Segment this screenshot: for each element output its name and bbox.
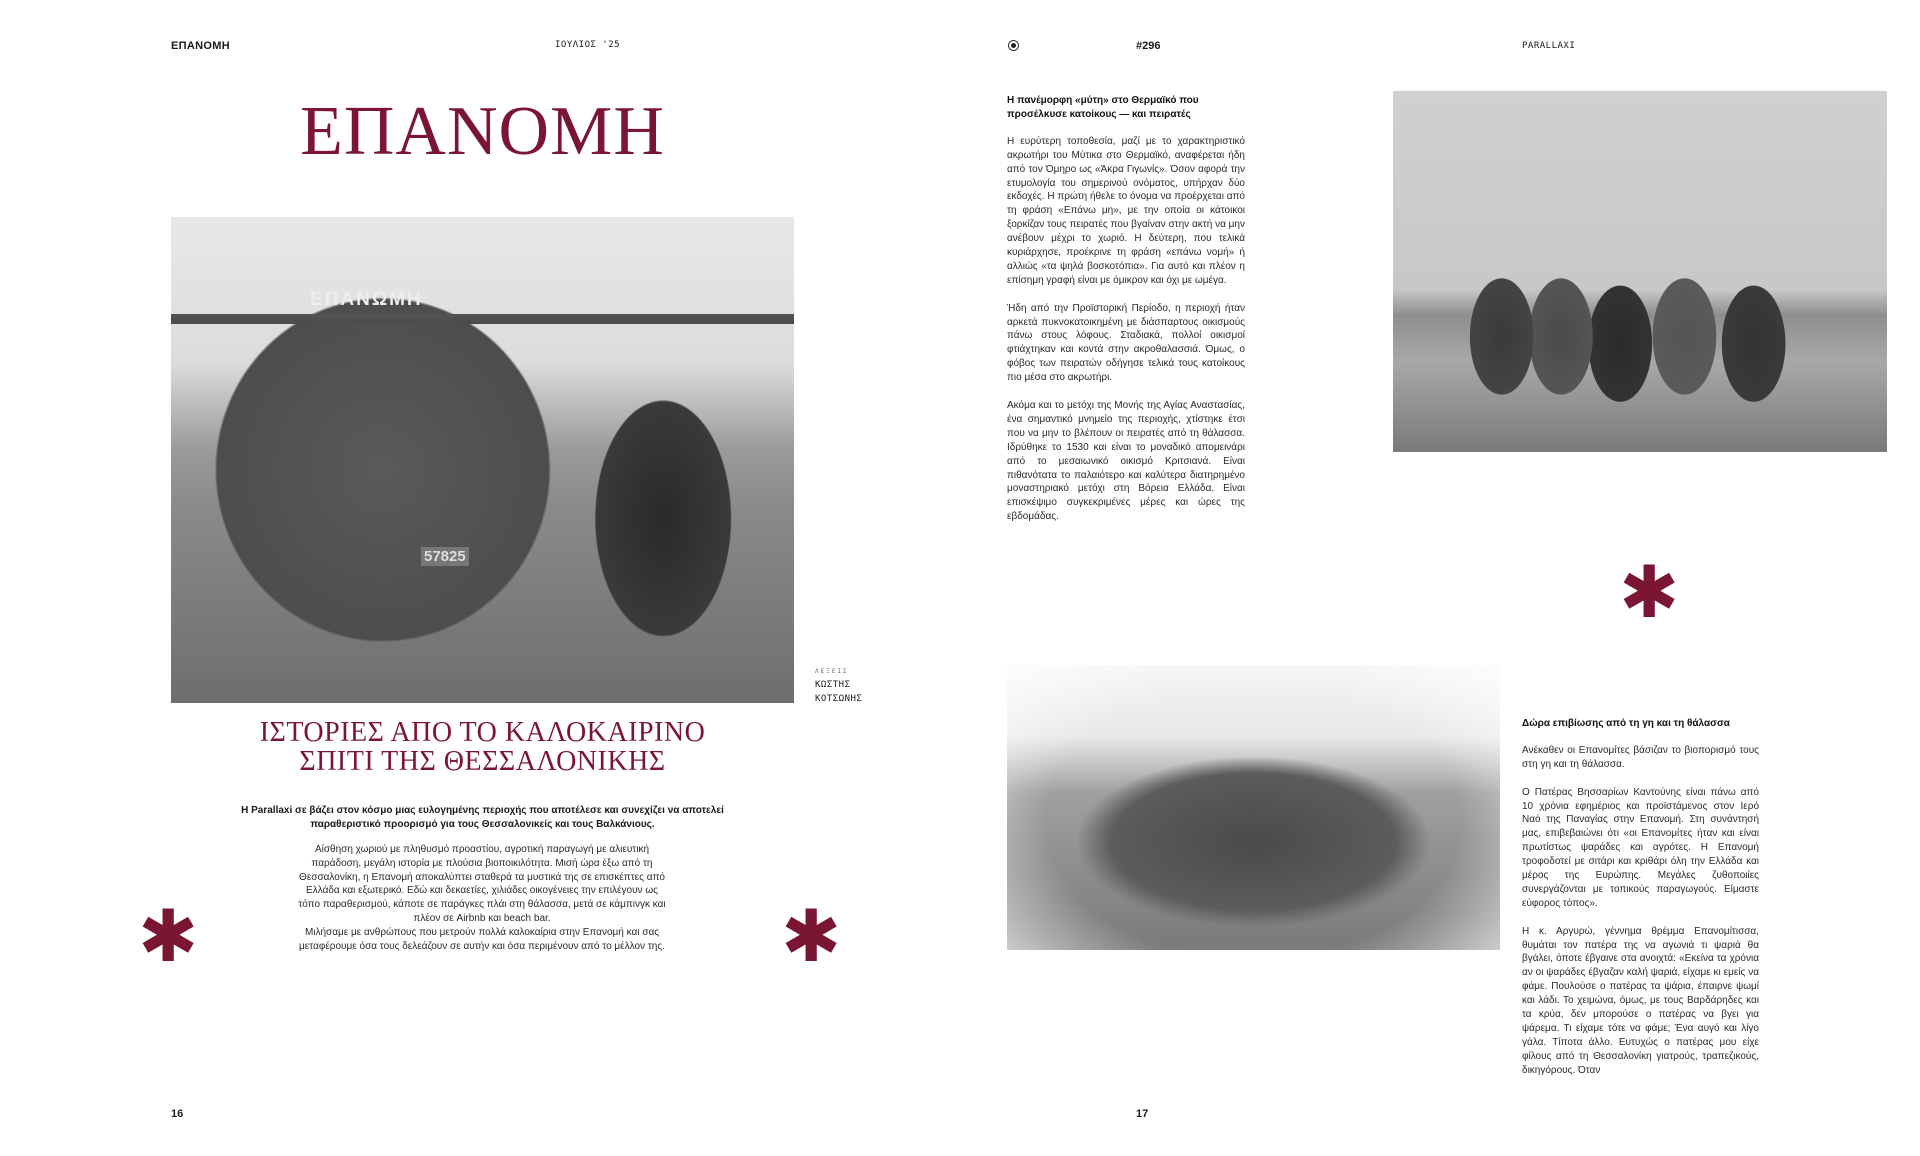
photo-bus [171, 217, 794, 703]
section-heading: Η πανέμορφη «μύτη» στο Θερμαϊκό που προσέλκυσε κατοίκους — και πειρατές [1007, 95, 1199, 120]
running-header-date: ΙΟΥΛΙΟΣ '25 [555, 40, 621, 50]
page-number-right: 17 [1136, 1108, 1149, 1120]
asterisk-icon: ✱ [138, 894, 199, 978]
intro-paragraph: Μιλήσαμε με ανθρώπους που μετρούν πολλά καλοκαίρια στην Επανομή και σας μεταφέρουμε όσα τους δελεάζουν σε αυτήν και όσα περιμένουν από το μέλλον της. [299, 926, 665, 952]
running-header-section: ΕΠΑΝΟΜΗ [171, 40, 230, 52]
subtitle-line-1: ΙΣΤΟΡΙΕΣ ΑΠΟ ΤΟ ΚΑΛΟΚΑΙΡΙΝΟ [259, 717, 706, 748]
article-subtitle [171, 718, 794, 776]
article-intro [296, 843, 668, 953]
running-header-brand: PARALLAXI [1522, 41, 1576, 51]
body-paragraph: Η ευρύτερη τοποθεσία, μαζί με το χαρακτηριστικό ακρωτήρι του Μύτικα στο Θερμαϊκό, αναφέρεται ήδη από τον Όμηρο ως «Άκρα Γιγωνίς». Όσον αφορά την ετυμολογία του σημερινού ονόματος, υπήρχαν δύο εκδοχές. Η πρώτη ήθελε το όνομα να προέρχεται από τη φράση «Επάνω μη», με την οποία οι κάτοικοι ξορκίζαν τους πειρατές που βγαίναν στην ακτή να μην ανέβουν μέχρι το χωριό. Η δεύτερη, που τελικά κυριάρχησε, προέκρινε τη φράση «επάνω νομή» ή αλλιώς «τα ψηλά βοσκοτόπια». Για αυτό και πλέον η επίσημη γραφή είναι με όμικρον και όχι με ωμέγα. [1007, 135, 1245, 286]
target-icon [1008, 40, 1019, 51]
byline-label: ΛΕΞΕΙΣ [815, 668, 849, 675]
body-paragraph: Ακόμα και το μετόχι της Μονής της Αγίας Αναστασίας, ένα σημαντικό μνημείο της περιοχής, χτίστηκε έτσι που να μην το βλέπουν οι πειρατές από τη θάλασσα. Ιδρύθηκε το 1530 και είναι το μοναδικό απομεινάρι από το μεσαιωνικό οικισμό Κριτσιανά. Είναι πιθανότατα το παλαιότερο και καλύτερα διατηρημένο μοναστηριακό μετόχι στη Βόρεια Ελλάδα. Είναι επισκέψιμο συγκεκριμένες μέρες και ώρες της εβδομάδας. [1007, 400, 1245, 523]
asterisk-icon: ✱ [1619, 550, 1680, 634]
body-paragraph: Η κ. Αργυρώ, γέννημα θρέμμα Επανομίτισσα, θυμάται τον πατέρα της να αγωνιά τι ψαριά θα βγάλει, όποτε έβγαινε στα ανοιχτά: «Εκείνα τα χρόνια αν οι ψαράδες έβγαζαν καλή ψαριά, είχαμε κι εμείς να φάμε. Πουλούσε ο πατέρας τα ψάρια, έπαιρνε ψωμί και λάδι. Το χειμώνα, όμως, με τους Βαρδάρηδες και τα κρύα, δεν μπορούσε ο πατέρας να βγει για ψάρεμα. Τι είχαμε τότε να φάμε; Ένα αυγό και λίγο γάλα. Τίποτα άλλο. Ευτυχώς ο πατέρας μου είχε φίλους από τη Θεσσαλονίκη γιατρούς, τραπεζικούς, δικηγόρους. Όταν [1522, 925, 1759, 1076]
article-column-1 [1007, 94, 1245, 538]
running-header-issue: #296 [1136, 40, 1161, 52]
byline [815, 668, 862, 706]
body-paragraph: Ο Πατέρας Βησσαρίων Καντούνης είναι πάνω από 10 χρόνια εφημέριος και προϊστάμενος στον Ιερό Ναό της Παναγίας στην Επανομή. Στη συνάντησή μας, επιβεβαιώνει ότι «οι Επανομίτες ήταν και είναι πρωτίστως ψαράδες και αγρότες. Η Επανομή τροφοδοτεί με σιτάρι και κριθάρι όλη την Ελλάδα και μέρος της Ευρώπης. Μεγάλες ζυθοποιίες συνεργάζονται με τοπικούς παραγωγούς. Είμαστε εύφορος τόπος». [1522, 786, 1759, 909]
photo-family-group [1007, 665, 1500, 950]
bus-sign-text: ΕΠΑΝΩΜΗ [310, 289, 423, 310]
byline-name-line1: ΚΩΣΤΗΣ [815, 680, 851, 690]
section-heading: Δώρα επιβίωσης από τη γη και τη θάλασσα [1522, 718, 1730, 729]
page-number-left: 16 [171, 1108, 184, 1120]
asterisk-icon: ✱ [781, 894, 842, 978]
article-title: ΕΠΑΝΟΜΗ [300, 93, 665, 170]
subtitle-line-2: ΣΠΙΤΙ ΤΗΣ ΘΕΣΣΑΛΟΝΙΚΗΣ [299, 746, 666, 777]
photo-women-by-sea [1393, 91, 1887, 452]
body-paragraph: Ανέκαθεν οι Επανομίτες βάσιζαν το βιοπορισμό τους στη γη και τη θάλασσα. [1522, 744, 1759, 770]
body-paragraph: Ήδη από την Προϊστορική Περίοδο, η περιοχή ήταν αρκετά πυκνοκατοικημένη με διάσπαρτους οικισμούς πάνω στους λόφους. Σταδιακά, πολλοί οικισμοί φτιάχτηκαν και κοντά στην ακροθαλασσιά. Όμως, ο φόβος των πειρατών οδήγησε τελικά τους κατοίκους πιο μέσα στο ακρωτήρι. [1007, 302, 1245, 384]
article-lede: Η Parallaxi σε βάζει στον κόσμο μιας ευλογημένης περιοχής που αποτέλεσε και συνεχίζει να αποτελεί παραθεριστικό προορισμό για τους Θεσσαλονικείς και τους Βαλκάνιους. [241, 805, 724, 830]
article-column-2 [1522, 717, 1759, 1092]
bus-plate-text: 57825 [421, 547, 469, 566]
intro-paragraph: Αίσθηση χωριού με πληθυσμό προαστίου, αγροτική παραγωγή με αλιευτική παράδοση, μεγάλη ιστορία με πλούσια βιοποικιλότητα. Μισή ώρα έξω από τη Θεσσαλονίκη, η Επανομή αποκαλύπτει σταθερά τα μυστικά της σε επισκέπτες από Ελλάδα και εξωτερικό. Εδώ και δεκαετίες, χιλιάδες οικογένειες την επιλέγουν ως τόπο παραθερισμού, κάποτε σε παράγκες πλάι στη θάλασσα, μετά σε κάμπινγκ και πλέον σε Airbnb και beach bar. [298, 844, 666, 924]
byline-name-line2: ΚΟΤΣΩΝΗΣ [815, 694, 863, 704]
